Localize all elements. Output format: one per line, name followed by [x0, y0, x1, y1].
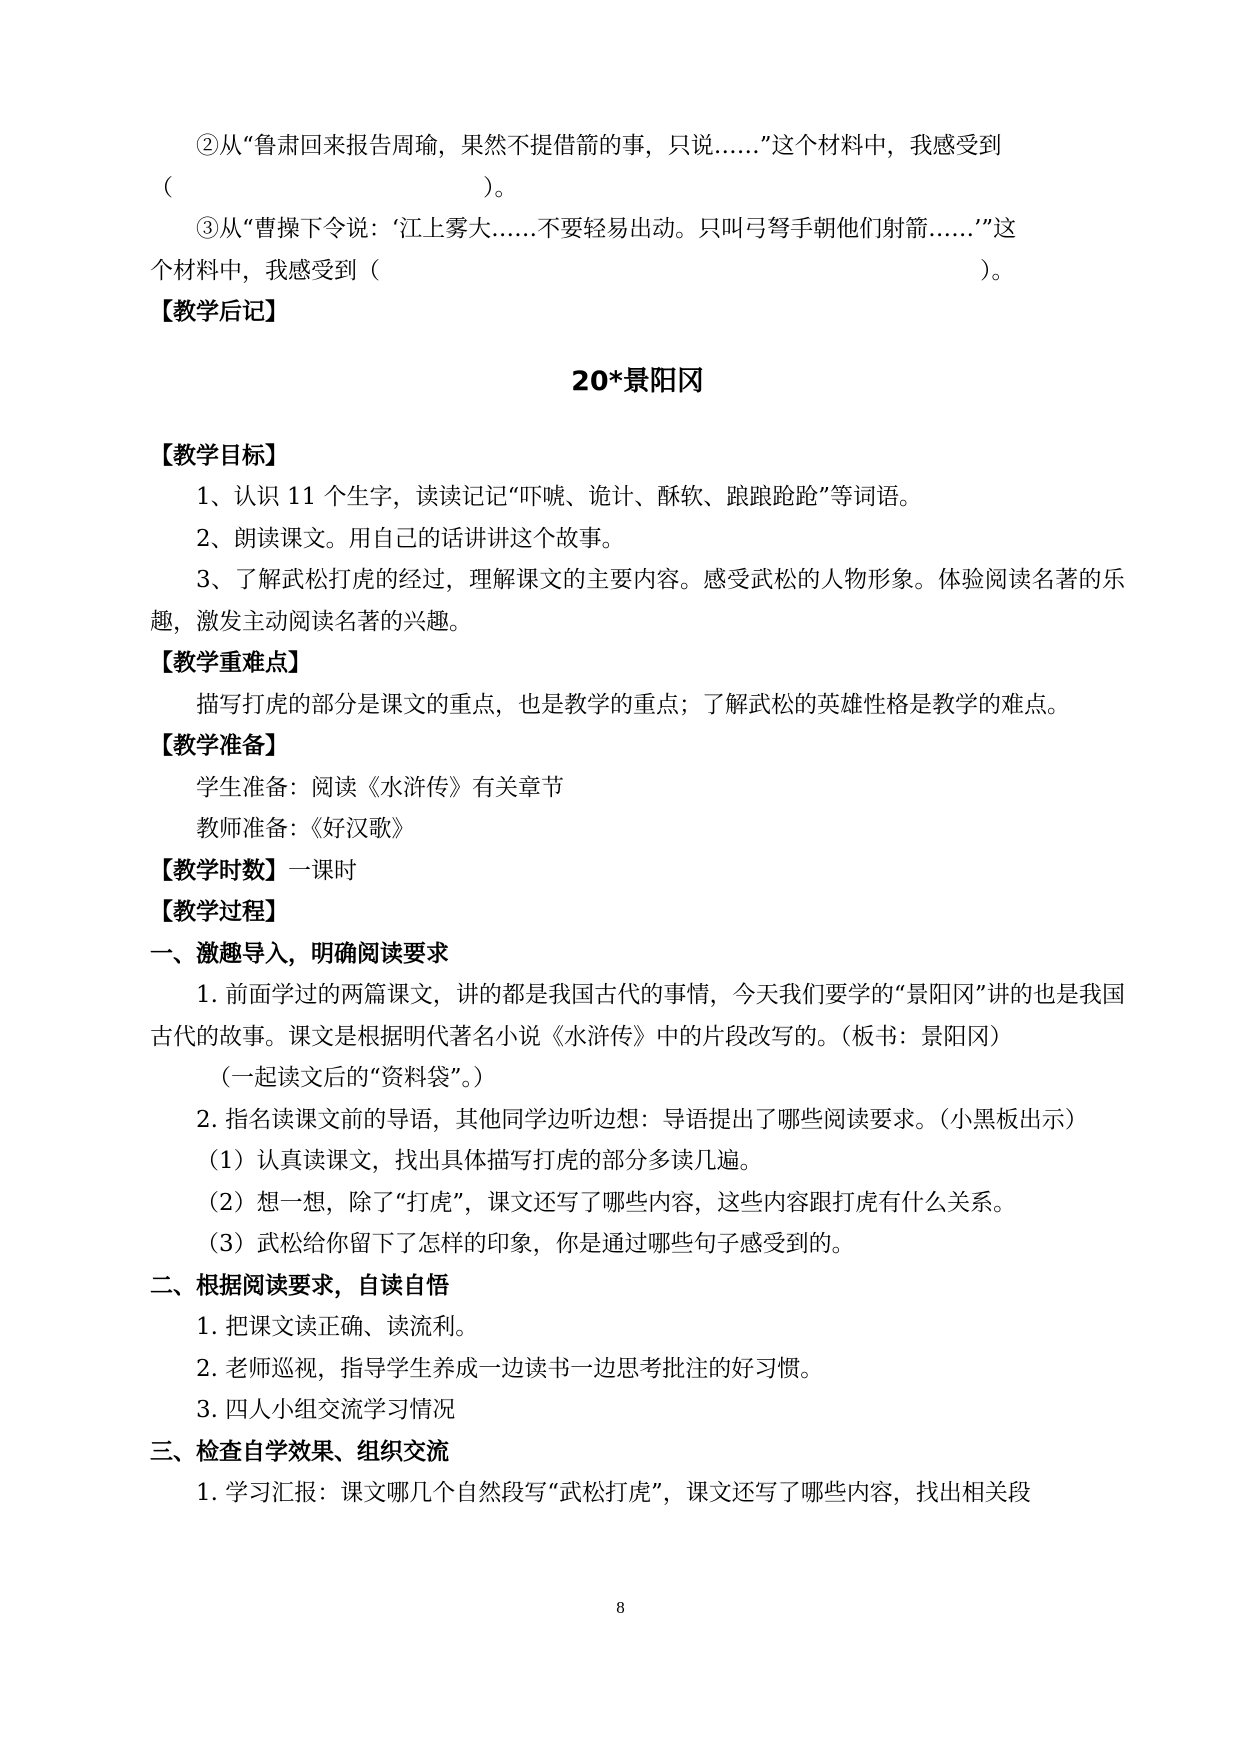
duration-line — [150, 851, 1125, 893]
lesson-title: 20*景阳冈 — [571, 365, 704, 397]
page-number: 8 — [616, 1598, 625, 1617]
objectives-heading: 【教学目标】 — [150, 442, 288, 469]
page-content — [150, 126, 1125, 1515]
student-preparation: 学生准备：阅读《水浒传》有关章节 — [196, 774, 564, 801]
duration-heading: 【教学时数】 — [150, 857, 288, 884]
section-paragraph: 2. 老师巡视，指导学生养成一边读书一边思考批注的好习惯。 — [196, 1355, 824, 1382]
key-points-text: 描写打虎的部分是课文的重点，也是教学的重点；了解武松的英雄性格是教学的难点。 — [196, 691, 1070, 718]
question-3-line: ③从“曹操下令说：‘江上雾大……不要轻易出动。只叫弓弩手朝他们射箭……’”这 — [196, 216, 1017, 242]
section-paragraph: 2. 指名读课文前的导语，其他同学边听边想：导语提出了哪些阅读要求。（小黑板出示） — [196, 1106, 1088, 1133]
section-paragraph: 1. 把课文读正确、读流利。 — [196, 1314, 479, 1340]
question-2-blank-line: （ ）。 — [150, 174, 518, 201]
section-paragraph: 1. 学习汇报：课文哪几个自然段写“武松打虎”，课文还写了哪些内容，找出相关段 — [196, 1480, 1031, 1506]
section-paragraph: 1. 前面学过的两篇课文，讲的都是我国古代的事情，今天我们要学的“景阳冈”讲的也是我国古代的故事。课文是根据明代著名小说《水浒传》中的片段改写的。（板书：景阳冈） — [150, 982, 1125, 1050]
teacher-preparation: 教师准备：《好汉歌》 — [196, 816, 415, 842]
section-paragraph: （一起读文后的“资料袋”。） — [208, 1065, 497, 1091]
section-title: 一、激趣导入，明确阅读要求 — [150, 940, 449, 967]
process-heading: 【教学过程】 — [150, 899, 288, 925]
objective-item: 3、了解武松打虎的经过，理解课文的主要内容。感受武松的人物形象。体验阅读名著的乐趣，激发主动阅读名著的兴趣。 — [150, 567, 1125, 635]
section-paragraph: （1）认真读课文，找出具体描写打虎的部分多读几遍。 — [196, 1148, 763, 1174]
postscript-heading: 【教学后记】 — [150, 299, 288, 325]
question-2-line: ②从“鲁肃回来报告周瑜，果然不提借箭的事，只说……”这个材料中，我感受到 — [196, 133, 1002, 159]
section-paragraph: （2）想一想，除了“打虎”，课文还写了哪些内容，这些内容跟打虎有什么关系。 — [196, 1189, 1017, 1216]
section-paragraph: （3）武松给你留下了怎样的印象，你是通过哪些句子感受到的。 — [196, 1231, 855, 1257]
duration-value: 一课时 — [288, 857, 357, 884]
question-3-blank-line: 个材料中，我感受到（ ）。 — [150, 257, 1015, 284]
section-paragraph: 3. 四人小组交流学习情况 — [196, 1397, 456, 1423]
section-title: 二、根据阅读要求，自读自悟 — [150, 1272, 449, 1299]
key-points-heading: 【教学重难点】 — [150, 650, 311, 676]
section-title: 三、检查自学效果、组织交流 — [150, 1438, 449, 1465]
preparation-heading: 【教学准备】 — [150, 733, 288, 759]
objective-item: 1、认识 11 个生字，读读记记“吓唬、诡计、酥软、踉踉跄跄”等词语。 — [196, 484, 923, 510]
objective-item: 2、朗读课文。用自己的话讲讲这个故事。 — [196, 525, 625, 552]
